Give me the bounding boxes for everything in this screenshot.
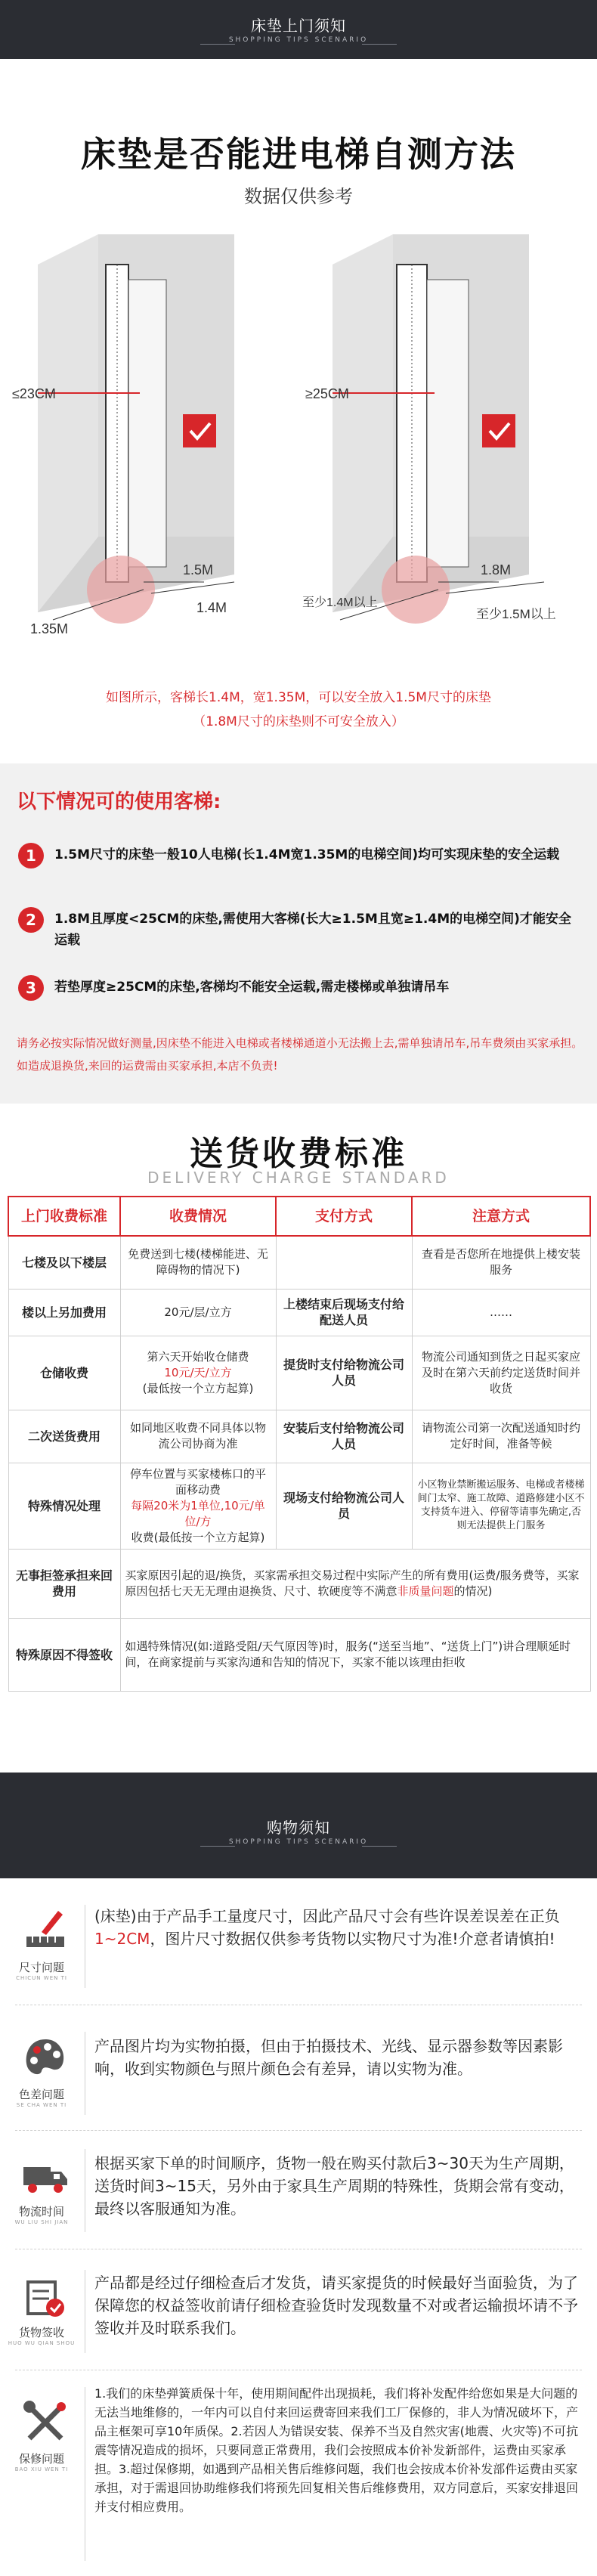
notice-size: [0, 1905, 597, 2018]
table-row: [8, 1549, 590, 1618]
row-label: 二次送货费用: [8, 1410, 120, 1463]
rule-text-2: 1.8M且厚度<25CM的床垫,需使用大客梯(长大≥1.5M且宽≥1.4M的电梯空间)才能安全运载: [54, 912, 571, 948]
header-band-mattress: [0, 0, 597, 59]
rule-number-1: 1: [18, 843, 44, 868]
row-pay: 上楼结束后现场支付给配送人员: [276, 1289, 412, 1336]
row-label: 特殊情况处理: [8, 1463, 120, 1549]
right-width-label: 至少1.4M以上: [302, 596, 378, 609]
table-row: [8, 1463, 590, 1549]
detail-text: 的情况): [453, 1584, 493, 1598]
header-line-left: [200, 44, 235, 45]
header2-title: 购物须知: [267, 1819, 330, 1837]
left-length-label: 1.4M: [196, 600, 227, 615]
row-label: 楼以上另加费用: [8, 1289, 120, 1336]
header-title: 床垫上门须知: [251, 17, 346, 35]
tools-icon: [19, 2396, 72, 2449]
rule-item-1: [18, 843, 585, 896]
right-length-label: 至少1.5M以上: [476, 607, 556, 621]
notice-label: 色差问题: [18, 2088, 64, 2101]
row-label: 特殊原因不得签收: [8, 1618, 120, 1691]
notice-highlight: 1~2CM: [94, 1930, 150, 1948]
notice-label: 尺寸问题: [18, 1961, 64, 1974]
elevator-title: 床垫是否能进电梯自测方法: [81, 134, 516, 175]
notice-label: 货物签收: [18, 2326, 64, 2339]
notice-color: [0, 2026, 597, 2132]
row-note: ……: [412, 1289, 590, 1336]
charge-highlight: 每隔20米为1单位,10元/单位/方: [131, 1498, 265, 1528]
notice-text: 根据买家下单的时间顺序，货物一般在购买付款后3~30天为生产周期，送货时间3~15天，另外由于家具生产周期的特殊性，货期会常有变动，最终以客服通知为准。: [94, 2154, 574, 2218]
row-charge: 免费送到七楼(楼梯能进、无障碍物的情况下): [120, 1236, 276, 1289]
notice-sub: CHICUN WEN TI: [16, 1975, 67, 1981]
conditions-title: 以下情况可的使用客梯:: [17, 791, 221, 813]
notice-text-part: (床垫)由于产品手工量度尺寸，因此产品尺寸会有些许误差误差在正负: [94, 1907, 560, 1925]
header-line-right: [362, 44, 397, 45]
caption-line-1: 如图所示，客梯长1.4M，宽1.35M，可以安全放入1.5M尺寸的床垫: [106, 690, 491, 705]
delivery-title: 送货收费标准: [190, 1135, 407, 1173]
charge-highlight: 10元/天/立方: [164, 1365, 232, 1379]
rule-number-2: 2: [18, 907, 44, 933]
notice-sub: HUO WU QIAN SHOU: [8, 2340, 76, 2346]
rule-item-2: [18, 907, 585, 960]
caption-line-2: （1.8M尺寸的床垫则不可安全放入）: [193, 714, 404, 729]
rule-item-3: [18, 975, 585, 1005]
notice-text: 产品都是经过仔细检查后才发货，请买家提货的时候最好当面验货，为了保障您的权益签收前请仔细检查验货时发现数量不对或者运输损坏请不予签收并及时联系我们。: [94, 2274, 578, 2337]
ruler-pencil-icon: [19, 1905, 72, 1958]
elevator-subtitle: 数据仅供参考: [244, 186, 353, 207]
table-row: [8, 1410, 590, 1463]
row-pay: 提货时支付给物流公司人员: [276, 1336, 412, 1410]
charge-line: 停车位置与买家楼栋口的平面移动费: [129, 1466, 266, 1497]
notice-text: 产品图片均为实物拍摄，但由于拍摄技术、光线、显示器参数等因素影响，收到实物颜色与照片颜色会有差异，请以实物为准。: [94, 2037, 563, 2078]
left-depth-label: 1.5M: [183, 562, 214, 577]
table-row: [8, 1336, 590, 1410]
palette-icon: [19, 2033, 72, 2086]
charge-line: 第六天开始收仓储费: [147, 1349, 249, 1364]
notice-text-part: ，图片尺寸数据仅供参考货物以实物尺寸为准!介意者请慎拍!: [150, 1930, 555, 1948]
header2-line-left: [200, 1846, 235, 1847]
row-note: 物流公司通知到货之日起买家应及时在第六天前约定送货时间并收货: [412, 1336, 590, 1410]
row-charge: [120, 1463, 276, 1549]
warning-text: 请务必按实际情况做好测量,因床垫不能进入电梯或者楼梯通道小无法搬上去,需单独请吊车,吊车费须由买家承担。如造成退换货,来回的运费需由买家承担,本店不负责!: [17, 1036, 583, 1073]
rule-text-3: 若垫厚度≥25CM的床垫,客梯均不能安全运载,需走楼梯或单独请吊车: [54, 980, 450, 995]
rule-number-3: 3: [18, 975, 44, 1001]
charge-line: 收费(最低按一个立方起算): [131, 1530, 265, 1544]
package-check-icon: [19, 2271, 72, 2324]
table-header: 收费情况: [120, 1197, 276, 1236]
notice-sub: SE CHA WEN TI: [16, 2102, 67, 2108]
row-charge: [120, 1336, 276, 1410]
row-pay: 现场支付给物流公司人员: [276, 1463, 412, 1549]
truck-icon: [19, 2150, 72, 2203]
row-note: 小区物业禁断搬运服务、电梯或者楼梯间门太窄、施工故障、道路修建小区不支持货车进入、停留等请事先确定,否则无法提供上门服务: [412, 1463, 590, 1549]
charge-line: (最低按一个立方起算): [142, 1381, 254, 1395]
notice-warranty: [0, 2381, 597, 2570]
detail-text: 买家原因引起的退/换货，买家需承担交易过程中实际产生的所有费用(运费/服务费等，买家原因包括七天无无理由退换货、尺寸、软硬度等不满意: [125, 1568, 580, 1598]
left-width-label: 1.35M: [30, 621, 69, 636]
header-subtitle: SHOPPING TIPS SCENARIO: [228, 36, 369, 44]
table-header: 注意方式: [412, 1197, 590, 1236]
elevator-diagram-left: [8, 219, 295, 642]
row-label: 七楼及以下楼层: [8, 1236, 120, 1289]
row-detail: 如遇特殊情况(如:道路受阻/天气原因等)时，服务(“送至当地”、“送货上门”)讲合理顺延时间，在商家提前与买家沟通和告知的情况下，买家不能以该理由拒收: [120, 1618, 590, 1691]
notice-sub: WU LIU SHI JIAN: [14, 2219, 69, 2225]
notice-receipt: [0, 2264, 597, 2377]
notice-text: 1.我们的床垫弹簧质保十年，使用期间配件出现损耗，我们将补发配件给您如果是大问题的无法当地维修的，一年内可以自付来回运费寄回来我们工厂保修的，非人为情况破坏下，产品主框架可享10年质保。2.若因人为错误安装、保养不当及自然灾害(地震、火灾等)不可抗震等情况造成的损坏，只要同意正常费用，我们会按照成本价补发新部件，运费由买家承担。3.超过保修期，如遇到产品相关售后维修问题，我们也会按成本价补发部件运费由买家承担，对于需退回协助维修我们将预先回复相关售后维修费用，双方同意后，买家安排退回并支付相应费用。: [94, 2386, 579, 2514]
row-label: 无事拒签承担来回费用: [8, 1549, 120, 1618]
right-depth-label: 1.8M: [481, 562, 512, 577]
row-pay: 安装后支付给物流公司人员: [276, 1410, 412, 1463]
notice-text: [94, 1905, 586, 1950]
left-thickness-label: ≤23CM: [12, 386, 56, 401]
notice-label: 保修问题: [18, 2452, 64, 2466]
row-note: 请物流公司第一次配送通知时约定好时间，准备等候: [412, 1410, 590, 1463]
notice-logistics: [0, 2143, 597, 2256]
table-header: 上门收费标准: [8, 1197, 120, 1236]
notice-label: 物流时间: [18, 2205, 64, 2218]
delivery-fee-table: [8, 1196, 591, 1692]
rule-text-1: 1.5M尺寸的床垫一般10人电梯(长1.4M宽1.35M的电梯空间)均可实现床垫的安全运载: [54, 847, 560, 862]
header2-subtitle: SHOPPING TIPS SCENARIO: [228, 1838, 369, 1846]
header2-line-right: [362, 1846, 397, 1847]
table-row: [8, 1618, 590, 1691]
table-row: [8, 1289, 590, 1336]
row-detail: [120, 1549, 590, 1618]
notice-sub: BAO XIU WEN TI: [14, 2466, 69, 2472]
right-thickness-label: ≥25CM: [305, 386, 349, 401]
table-header-row: [8, 1197, 590, 1236]
row-charge: 20元/层/立方: [120, 1289, 276, 1336]
delivery-subtitle: DELIVERY CHARGE STANDARD: [147, 1169, 450, 1187]
elevator-section: [0, 0, 597, 756]
table-header: 支付方式: [276, 1197, 412, 1236]
table-row: [8, 1236, 590, 1289]
header-band-shopping: [0, 1773, 597, 1878]
row-charge: 如同地区收费不同具体以物流公司协商为准: [120, 1410, 276, 1463]
conditions-panel: [0, 763, 597, 1104]
row-pay: [276, 1236, 412, 1289]
elevator-diagram-right: [302, 219, 589, 642]
dashed-separator: [15, 2130, 582, 2131]
row-label: 仓储收费: [8, 1336, 120, 1410]
row-note: 查看是否您所在地提供上楼安装服务: [412, 1236, 590, 1289]
detail-highlight: 非质量问题: [397, 1584, 454, 1598]
